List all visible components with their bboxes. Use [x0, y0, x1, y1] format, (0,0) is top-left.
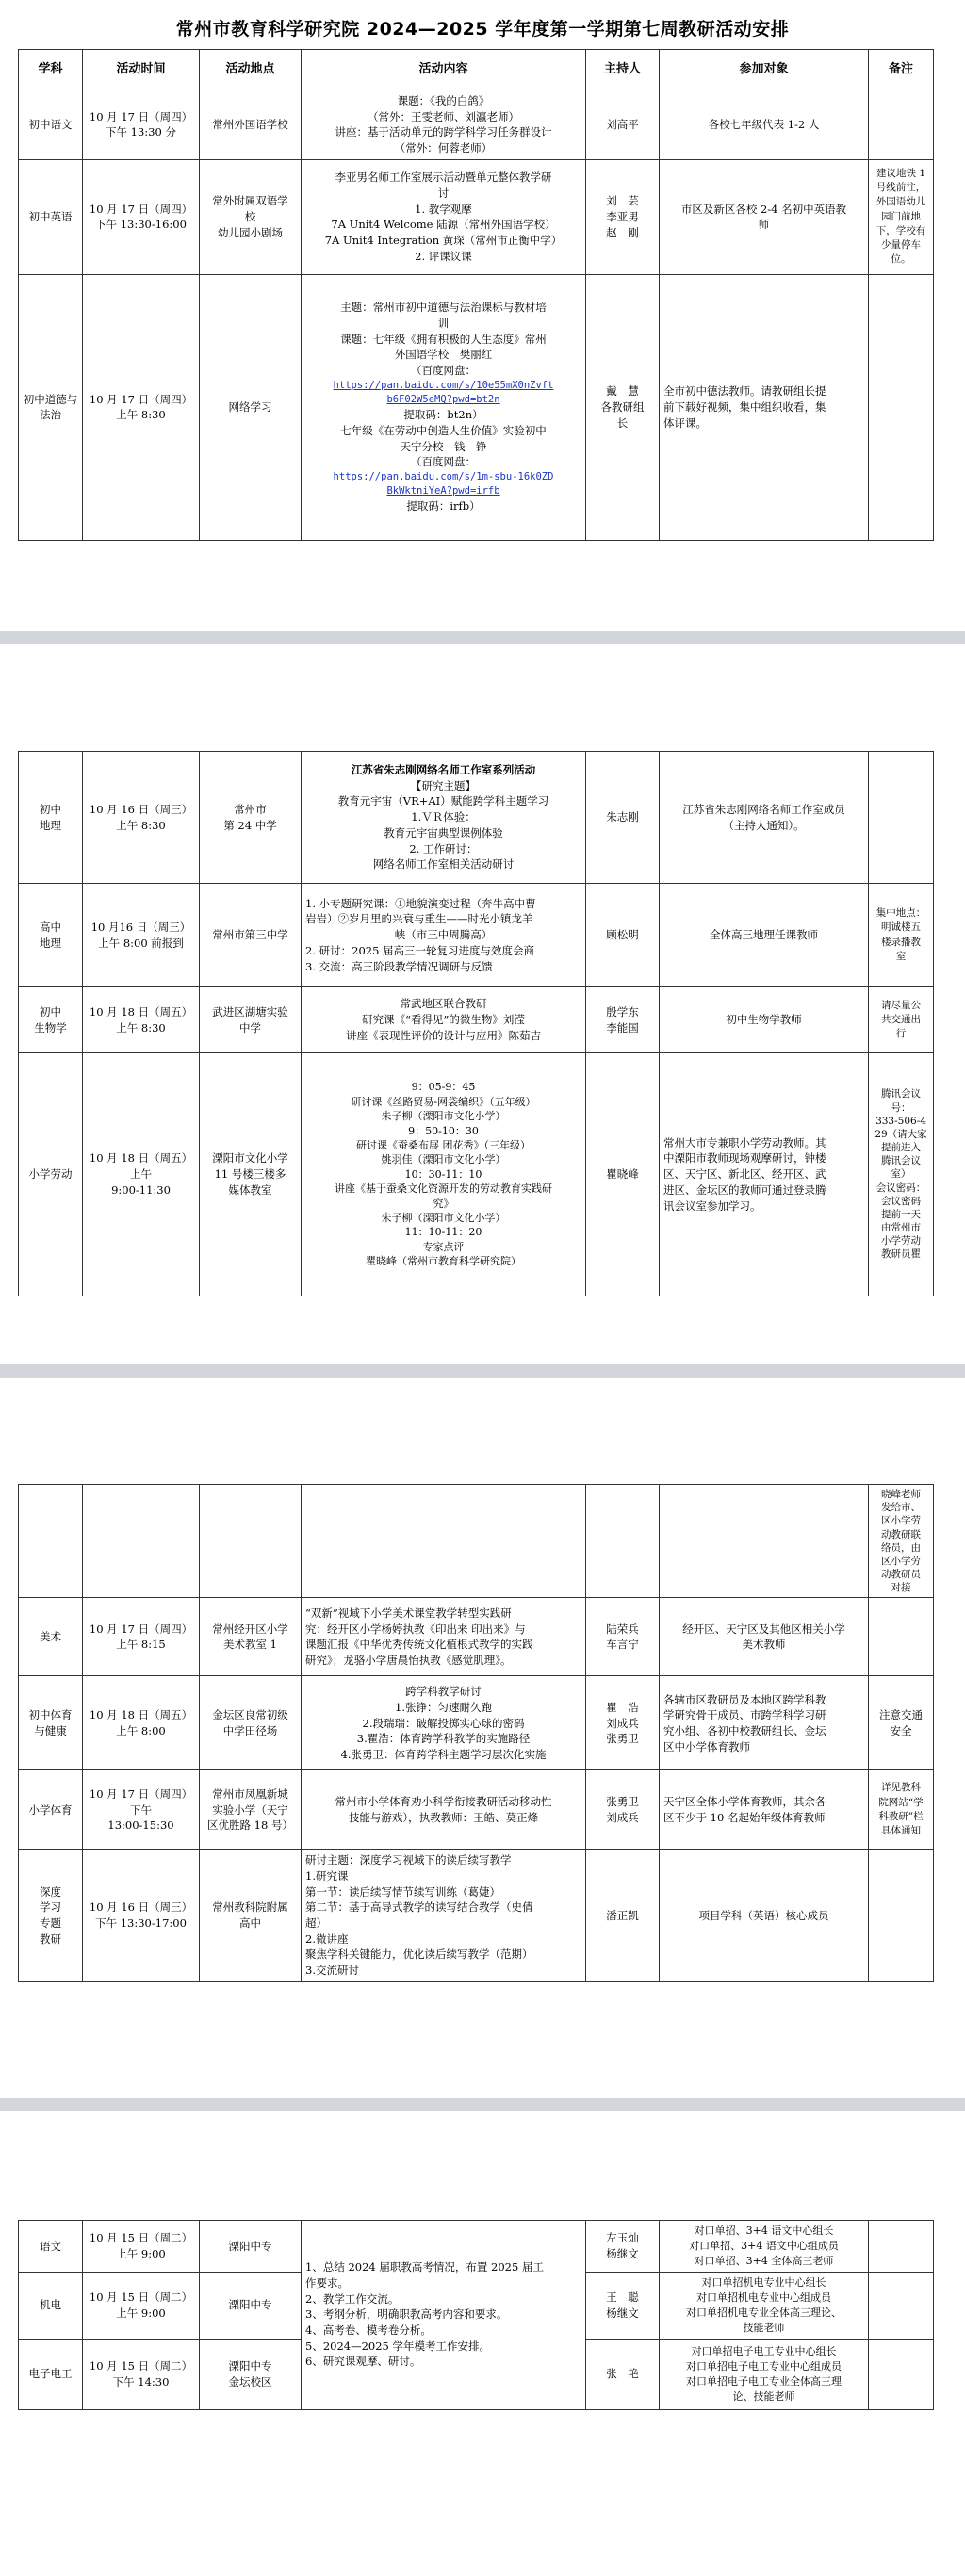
time-cell: 10 月 16 日（周三） 下午 13:30-17:00	[83, 1850, 200, 1981]
page-separator	[0, 1364, 965, 1378]
place-cell: 溧阳市文化小学 11 号楼三楼多 媒体教室	[200, 1053, 302, 1296]
note-cell	[869, 2272, 934, 2339]
time-cell: 10 月 15 日（周二） 下午 14:30	[83, 2339, 200, 2409]
time-cell: 10 月 18 日（周五） 上午 8:30	[83, 987, 200, 1053]
subject-cell: 小学劳动	[19, 1053, 83, 1296]
table-row	[19, 1850, 934, 1981]
note-cell: 腾讯会议 号： 333-506-4 29（请大家 提前进入 腾讯会议 室） 会议密码： 会议密码 提前一天 由常州市 小学劳动 教研员瞿	[869, 1053, 934, 1296]
place-cell: 常外附属双语学 校 幼儿园小剧场	[200, 159, 302, 274]
host-cell: 刘高平	[586, 90, 660, 160]
content-cell: 常武地区联合教研 研究课《“看得见”的微生物》刘滢 讲座《表现性评价的设计与应用》陈茹吉	[302, 987, 586, 1053]
subject-cell: 初中道德与法治	[19, 274, 83, 540]
host-cell: 张勇卫 刘成兵	[586, 1770, 660, 1850]
participants-cell: 江苏省朱志刚网络名师工作室成员 （主持人通知）。	[660, 752, 869, 884]
time-cell: 10 月16 日（周三） 上午 8:00 前报到	[83, 884, 200, 987]
subject-cell: 深度 学习 专题 教研	[19, 1850, 83, 1981]
place-cell: 溧阳中专 金坛校区	[200, 2339, 302, 2409]
place-cell: 常州外国语学校	[200, 90, 302, 160]
time-cell: 10 月 18 日（周五） 上午 9:00-11:30	[83, 1053, 200, 1296]
header-host: 主持人	[586, 50, 660, 90]
content-cell: 跨学科教学研讨 1.张铮：匀速耐久跑 2.段瑞瑞：破解投掷实心球的密码 3.瞿浩：体育跨学科教学的实施路径 4.张勇卫：体育跨学科主题学习层次化实施	[302, 1676, 586, 1770]
subject-cell: 初中体育 与健康	[19, 1676, 83, 1770]
table-header-row	[19, 50, 934, 90]
schedule-table-section-4	[18, 2220, 933, 2410]
header-time: 活动时间	[83, 50, 200, 90]
subject-cell: 美术	[19, 1598, 83, 1676]
subject-cell: 小学体育	[19, 1770, 83, 1850]
note-cell: 请尽量公 共交通出 行	[869, 987, 934, 1053]
content-cell: 江苏省朱志刚网络名师工作室系列活动 【研究主题】 教育元宇宙（VR+AI）赋能跨学科主题学习 1.ＶＲ体验： 教育元宇宙典型课例体验 2. 工作研讨： 网络名师工作室相关活动研讨	[302, 752, 586, 884]
header-content: 活动内容	[302, 50, 586, 90]
time-cell: 10 月 17 日（周四） 上午 8:30	[83, 274, 200, 540]
host-cell: 殷学东 李能国	[586, 987, 660, 1053]
host-cell: 顾松明	[586, 884, 660, 987]
table-row	[19, 90, 934, 160]
note-cell	[869, 2221, 934, 2273]
participants-cell: 天宁区全体小学体育教师，其余各 区不少于 10 名起始年级体育教师	[660, 1770, 869, 1850]
page-title: 常州市教育科学研究院 2024—2025 学年度第一学期第七周教研活动安排	[175, 19, 790, 40]
schedule-table-section-1	[18, 49, 933, 541]
table-row	[19, 1598, 934, 1676]
table-row	[19, 1053, 934, 1296]
table-row	[19, 752, 934, 884]
participants-cell: 对口单招、3+4 语文中心组长 对口单招、3+4 语文中心组成员 对口单招、3+4 全体高三老师	[660, 2221, 869, 2273]
participants-cell: 市区及新区各校 2-4 名初中英语教 师	[660, 159, 869, 274]
host-cell: 瞿晓峰	[586, 1053, 660, 1296]
content-cell: 9：05-9：45 研讨课《丝路贸易-网袋编织》（五年级） 朱子柳（溧阳市文化小学） 9：50-10：30 研讨课《蚕桑布展 团花秀》（三年级） 姚羽佳（溧阳市文化小学） 10：30-11：10 讲座《基于蚕桑文化资源开发的劳动教育实践研 究》 朱子柳（溧阳市文化小学） 11：10-11：20 专家点评 瞿晓峰（常州市教育科学研究院）	[302, 1053, 586, 1296]
baidu-pan-link-1[interactable]: https://pan.baidu.com/s/10e55mX0nZvft	[333, 379, 554, 391]
header-subject: 学科	[19, 50, 83, 90]
host-cell: 潘正凯	[586, 1850, 660, 1981]
note-cell	[869, 1850, 934, 1981]
place-cell: 常州市 第 24 中学	[200, 752, 302, 884]
place-cell: 溧阳中专	[200, 2272, 302, 2339]
page-separator	[0, 631, 965, 644]
subject-cell: 机电	[19, 2272, 83, 2339]
schedule-table-section-2	[18, 751, 933, 1296]
content-cell: 1. 小专题研究课：①地貌演变过程（奔牛高中曹 岩岩）②岁月里的兴衰与重生——时光小镇龙羊 峡（市三中周腾高） 2. 研讨：2025 届高三一轮复习进度与效度会商 3. 交流：高三阶段教学情况调研与反馈	[302, 884, 586, 987]
time-cell: 10 月 17 日（周四） 上午 8:15	[83, 1598, 200, 1676]
note-cell: 注意交通 安全	[869, 1676, 934, 1770]
time-cell: 10 月 17 日（周四） 下午 13:30-16:00	[83, 159, 200, 274]
table-row	[19, 987, 934, 1053]
host-cell: 瞿 浩 刘成兵 张勇卫	[586, 1676, 660, 1770]
subject-cell: 初中 地理	[19, 752, 83, 884]
note-cell: 详见教科 院网站“学 科教研”栏 具体通知	[869, 1770, 934, 1850]
subject-cell: 语文	[19, 2221, 83, 2273]
place-cell: 溧阳中专	[200, 2221, 302, 2273]
host-cell: 张 艳	[586, 2339, 660, 2409]
participants-cell: 经开区、天宁区及其他区相关小学 美术教师	[660, 1598, 869, 1676]
content-cell: “双新”视域下小学美术课堂教学转型实践研 究：经开区小学杨婷执教《印出来 印出来》与 课题汇报《中华优秀传统文化植根式教学的实践 研究》；龙骆小学唐晨怡执教《感觉肌理》。	[302, 1598, 586, 1676]
note-cell: 集中地点： 明诚楼五 楼录播教 室	[869, 884, 934, 987]
content-cell: 李亚男名师工作室展示活动暨单元整体教学研 讨 1. 教学观摩 7A Unit4 Welcome 陆源（常州外国语学校） 7A Unit4 Integration 黄琛（常州市正衡中学） 2. 评课议课	[302, 159, 586, 274]
participants-cell: 常州大市专兼职小学劳动教师。其 中溧阳市教师现场观摩研讨，钟楼 区、天宁区、新北区、经开区、武 进区、金坛区的教师可通过登录腾 讯会议室参加学习。	[660, 1053, 869, 1296]
participants-cell: 全市初中德法教师。请教研组长提 前下载好视频，集中组织收看，集 体评课。	[660, 274, 869, 540]
table-row	[19, 884, 934, 987]
place-cell: 武进区湖塘实验 中学	[200, 987, 302, 1053]
subject-cell: 初中语文	[19, 90, 83, 160]
note-cell	[869, 2339, 934, 2409]
place-cell: 网络学习	[200, 274, 302, 540]
participants-cell: 各辖市区教研员及本地区跨学科教 学研究骨干成员、市跨学科学习研 究小组、各初中校教研组长、金坛 区中小学体育教师	[660, 1676, 869, 1770]
time-cell: 10 月 15 日（周二） 上午 9:00	[83, 2221, 200, 2273]
host-cell: 朱志刚	[586, 752, 660, 884]
subject-cell: 初中英语	[19, 159, 83, 274]
time-cell: 10 月 17 日（周四） 下午 13:30 分	[83, 90, 200, 160]
note-cell	[869, 752, 934, 884]
participants-cell: 项目学科（英语）核心成员	[660, 1850, 869, 1981]
table-row	[19, 274, 934, 540]
table-row	[19, 2221, 934, 2273]
subject-cell: 初中 生物学	[19, 987, 83, 1053]
header-note: 备注	[869, 50, 934, 90]
content-cell-merged: 1、总结 2024 届职教高考情况，布置 2025 届工 作要求。 2、教学工作交流。 3、考纲分析，明确职教高考内容和要求。 4、高考卷、模考卷分析。 5、2024—2025 学年模考工作安排。 6、研究课观摩、研讨。	[302, 2221, 586, 2410]
participants-cell: 对口单招机电专业中心组长 对口单招机电专业中心组成员 对口单招机电专业全体高三理论、 技能老师	[660, 2272, 869, 2339]
participants-cell: 各校七年级代表 1-2 人	[660, 90, 869, 160]
table-row	[19, 159, 934, 274]
subject-cell: 高中 地理	[19, 884, 83, 987]
baidu-pan-link-2-cont[interactable]: BkWktniYeA?pwd=irfb	[386, 485, 500, 497]
table-row-continuation	[19, 1485, 934, 1598]
page-separator	[0, 2098, 965, 2111]
content-cell: 研讨主题：深度学习视域下的读后续写教学 1.研究课 第一节：读后续写情节续写训练（葛婕） 第二节：基于高导式教学的读写结合教学（史倩 超） 2.微讲座 聚焦学科关键能力，优化读后续写教学（范期） 3.交流研讨	[302, 1850, 586, 1981]
host-cell: 王 聪 杨继文	[586, 2272, 660, 2339]
place-cell: 金坛区良常初级 中学田径场	[200, 1676, 302, 1770]
content-cell: 主题：常州市初中道德与法治课标与教材培 训 课题：七年级《拥有积极的人生态度》常州 外国语学校 樊丽红 （百度网盘： https://pan.baidu.com/s/10e55mX0nZvft b6F02W5eMQ?pwd=bt2n 提取码：bt2n） 七年级《在劳动中创造人生价值》实验初中 天宁分校 钱 铮 （百度网盘： https://pan.baidu.com/s/1m-sbu-16k0ZD BkWktniYeA?pwd=irfb 提取码：irfb）	[302, 274, 586, 540]
note-cell: 晓峰老师 发给市、 区小学劳 动教研联 络员，由 区小学劳 动教研员 对接	[869, 1485, 934, 1598]
participants-cell: 全体高三地理任课教师	[660, 884, 869, 987]
place-cell: 常州市凤凰新城 实验小学（天宁 区优胜路 18 号）	[200, 1770, 302, 1850]
participants-cell: 对口单招电子电工专业中心组长 对口单招电子电工专业中心组成员 对口单招电子电工专业全体高三理 论、技能老师	[660, 2339, 869, 2409]
header-place: 活动地点	[200, 50, 302, 90]
baidu-pan-link-1-cont[interactable]: b6F02W5eMQ?pwd=bt2n	[386, 393, 500, 405]
host-cell: 陆荣兵 车言宁	[586, 1598, 660, 1676]
table-row	[19, 1676, 934, 1770]
place-cell: 常州市第三中学	[200, 884, 302, 987]
table-row	[19, 1770, 934, 1850]
place-cell: 常州教科院附属 高中	[200, 1850, 302, 1981]
participants-cell: 初中生物学教师	[660, 987, 869, 1053]
time-cell: 10 月 18 日（周五） 上午 8:00	[83, 1676, 200, 1770]
note-cell	[869, 90, 934, 160]
time-cell: 10 月 17 日（周四） 下午 13:00-15:30	[83, 1770, 200, 1850]
note-cell	[869, 274, 934, 540]
note-cell: 建议地铁 1 号线前往， 外国语幼儿 园门前地下，学校有 少量停车 位。	[869, 159, 934, 274]
schedule-table-section-3	[18, 1484, 933, 1982]
host-cell: 戴 慧 各教研组 长	[586, 274, 660, 540]
header-participants: 参加对象	[660, 50, 869, 90]
content-cell: 常州市小学体育劝小科学衔接教研活动移动性 技能与游戏），执教教师：王皓、莫正烽	[302, 1770, 586, 1850]
host-cell: 刘 芸 李亚男 赵 刚	[586, 159, 660, 274]
place-cell: 常州经开区小学 美术教室 1	[200, 1598, 302, 1676]
note-cell	[869, 1598, 934, 1676]
time-cell: 10 月 16 日（周三） 上午 8:30	[83, 752, 200, 884]
content-cell: 课题：《我的白鸽》 （常外：王雯老师、刘瀛老师） 讲座：基于活动单元的跨学科学习任务群设计 （常外：何蓉老师）	[302, 90, 586, 160]
host-cell: 左玉灿 杨继文	[586, 2221, 660, 2273]
subject-cell: 电子电工	[19, 2339, 83, 2409]
time-cell: 10 月 15 日（周二） 上午 9:00	[83, 2272, 200, 2339]
baidu-pan-link-2[interactable]: https://pan.baidu.com/s/1m-sbu-16k0ZD	[333, 470, 554, 482]
